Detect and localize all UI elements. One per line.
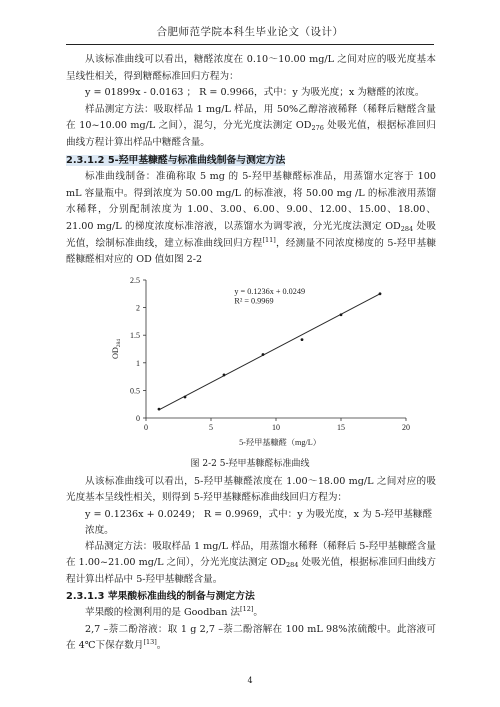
data-point (340, 313, 343, 316)
y-tick-label: 1 (136, 358, 140, 368)
y-axis-label-main: OD (111, 347, 120, 360)
y-axis-label (111, 339, 122, 359)
r2-label: R² = 0.9969 (234, 296, 274, 306)
page-number: 4 (247, 676, 253, 685)
body-text-top (66, 52, 436, 269)
paragraph-hmf-linearity: 从该标准曲线可以看出，5-羟甲基糠醛浓度在 1.00～18.00 mg/L 之间对应的吸光度基本呈线性相关，则得到 5-羟甲基糠醛标准曲线回归方程为： (66, 476, 436, 504)
data-point (379, 292, 382, 295)
data-point (301, 338, 304, 341)
y-tick-label: 0 (136, 414, 140, 423)
x-axis-label: 5-羟甲基糠醛（mg/L） (239, 438, 321, 447)
y-axis-label-sub: 284 (116, 338, 122, 348)
page-header (66, 20, 434, 45)
paragraph-naphthalenediol: 2,7 –萘二酚溶液：取 1 g 2,7 –萘二酚溶解在 100 mL 98%浓硫酸中。此溶液可在 4℃下保存数月[13]。 (66, 623, 436, 651)
equation-hmf: y = 0.1236x + 0.0249； R = 0.9969，式中：y 为吸光度，x 为 5-羟甲基糠醛浓度。 (85, 508, 433, 536)
equation-furfural: y = 01899x - 0.0163 ； R = 0.9966，式中：y 为吸光度；x 为糖醛的浓度。 (85, 87, 425, 99)
chart-svg (98, 270, 416, 452)
x-tick-label: 20 (402, 423, 410, 432)
trendline (159, 294, 380, 410)
y-tick-label: 2.5 (130, 276, 140, 285)
data-point (223, 374, 226, 377)
x-tick-label: 15 (337, 423, 345, 432)
hmf-standard-curve-chart (98, 270, 416, 452)
y-tick-label: 1.5 (130, 331, 140, 341)
header-title: 合肥师范学院本科生毕业论文（设计） (156, 26, 344, 38)
paragraph-furfural-linearity: 从该标准曲线可以看出，糖醛浓度在 0.10～10.00 mg/L 之间对应的吸光度基本呈线性相关，得到糖醛标准回归方程为： (66, 54, 436, 82)
x-tick-label: 10 (272, 423, 280, 432)
equation-label: y = 0.1236x + 0.0249 (234, 286, 306, 296)
data-point (184, 396, 187, 399)
x-tick-label: 0 (144, 423, 148, 432)
x-tick-label: 5 (209, 423, 213, 432)
y-tick-label: 2 (136, 303, 140, 313)
paragraph-malic-acid: 苹果酸的检测利用的是 Goodban 法[12]。 (85, 605, 263, 619)
data-point (158, 408, 161, 411)
section-heading-2-3-1-2: 2.3.1.2 5-羟甲基糠醛与标准曲线制备与测定方法 (66, 154, 286, 166)
figure-caption: 图 2-2 5-羟甲基糠醛标准曲线 (190, 459, 310, 469)
paragraph-hmf-standard-prep: 标准曲线制备：准确称取 5 mg 的 5-羟甲基糠醛标准品，用蒸馏水定容于 100 mL 容量瓶中。得到浓度为 50.00 mg/L 的标准液，将 50.00 mg /L 的标准液用蒸馏水稀释，分别配制浓度为 1.00、3.00、6.00、9.00、12.00、15.00、18.00、21.00 mg/L 的梯度浓度标准溶液，以蒸馏水为调零液，分光光度法测定 $OD_{284}$ 处吸光值，绘制标准曲线，建立标准曲线回归方程[11]，经测量不同浓度梯度的 5-羟甲基糠醛糠醛相对应的 OD 值如图 2-2 (66, 171, 436, 266)
paragraph-hmf-method: 样品测定方法：吸取样品 1 mg/L 样品，用蒸馏水稀释（稀释后 5-羟甲基糠醛含量在 1.00~21.00 mg/L 之间），分光光度法测定 $OD_{284}$ 处吸光值，根据标准回归曲线方程计算出样品中 5-羟甲基糠醛含量。 (66, 541, 436, 585)
paragraph-furfural-method: 样品测定方法：吸取样品 1 mg/L 样品，用 50%乙醇溶液稀释（稀释后糖醛含量在 10~10.00 mg/L 之间），混匀，分光光度法测定 $OD_{276}$ 处吸光值，根据标准回归曲线方程计算出样品中糖醛含量。 (66, 103, 436, 148)
body-text-bottom (66, 474, 436, 654)
data-point (262, 353, 265, 356)
section-heading-2-3-1-3: 2.3.1.3 苹果酸标准曲线的制备与测定方法 (66, 591, 255, 603)
y-tick-label: 0.5 (130, 386, 140, 396)
